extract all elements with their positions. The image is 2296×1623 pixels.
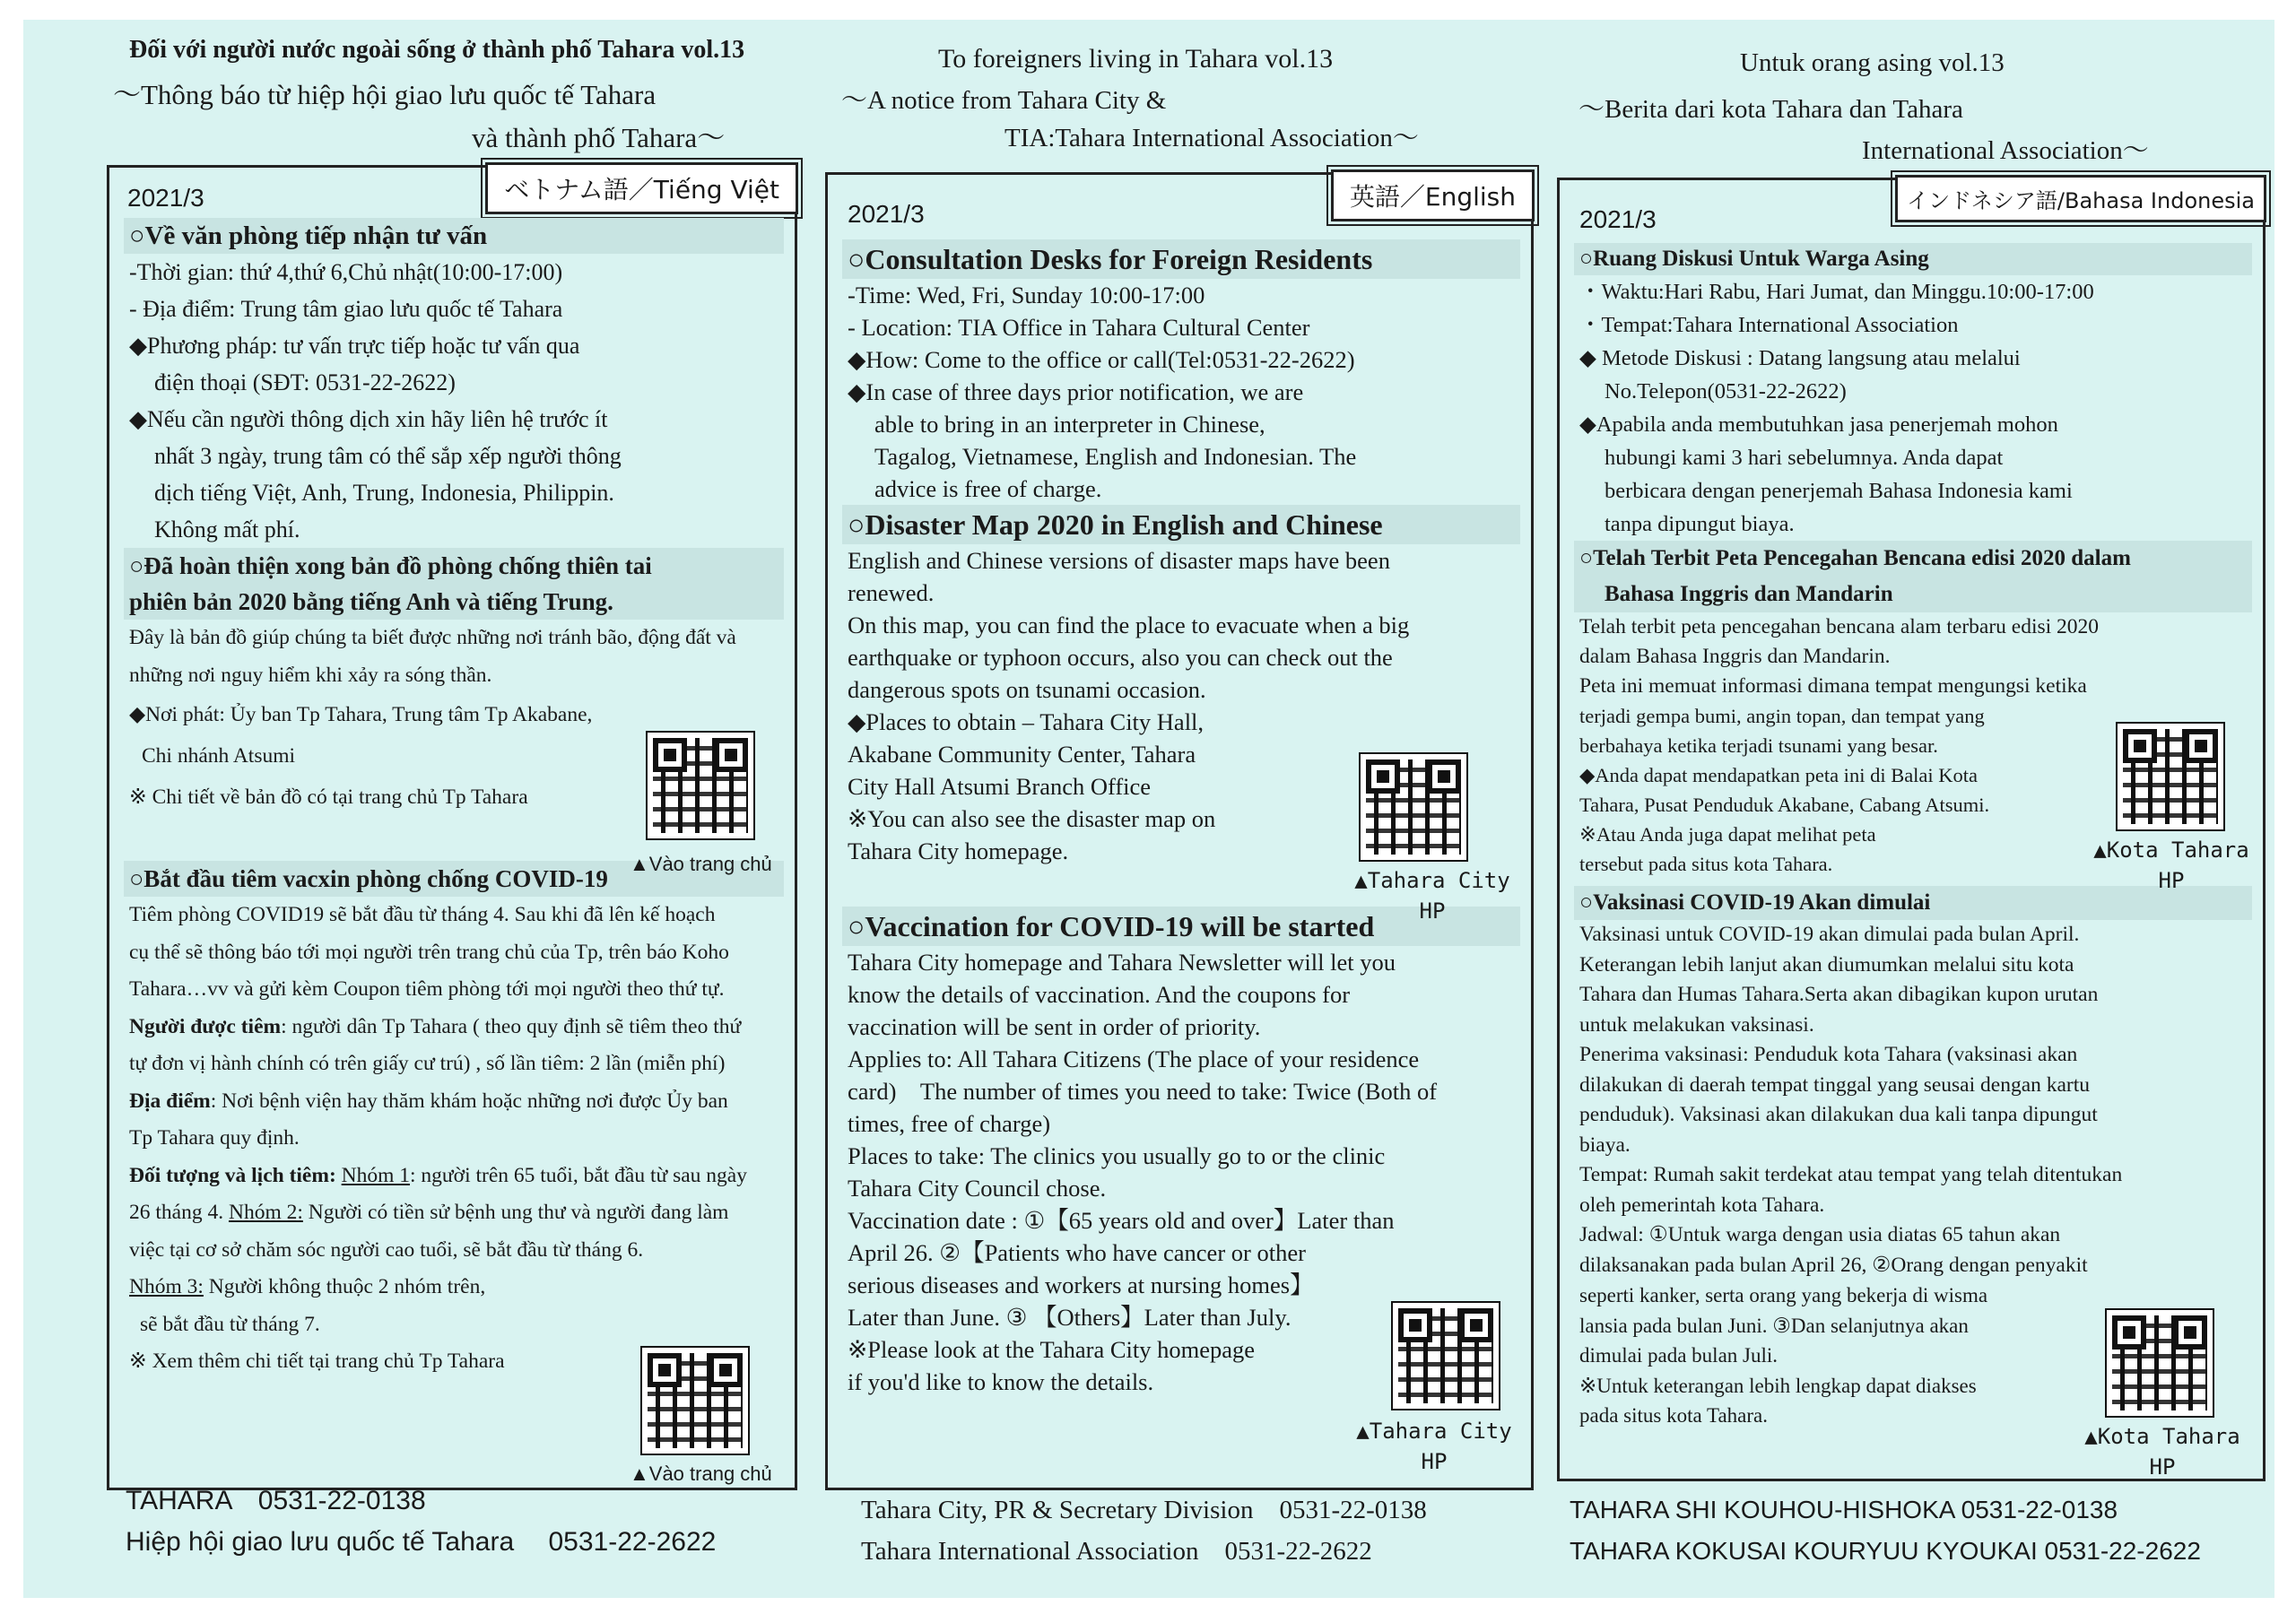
id-s1-line: hubungi kami 3 hari sebelumnya. Anda dapat bbox=[1605, 446, 2004, 470]
en-s2-line: ◆Places to obtain – Tahara City Hall, bbox=[848, 708, 1205, 735]
en-header-line3: TIA:Tahara International Association〜 bbox=[1004, 124, 1419, 152]
vi-language-tag: ベトナム語／Tiếng Việt bbox=[485, 162, 798, 214]
en-s2-line: English and Chinese versions of disaster maps have been bbox=[848, 547, 1390, 574]
vi-target-label: Người được tiêm bbox=[129, 1014, 282, 1038]
id-s2-line: tersebut pada situs kota Tahara. bbox=[1579, 853, 1833, 875]
vi-qr1-caption: ▲Vào trang chủ bbox=[630, 853, 772, 875]
id-s3-line: pada situs kota Tahara. bbox=[1579, 1404, 1769, 1427]
vi-place-text: : Nơi bệnh viện hay thăm khám hoặc những nơi được Ủy ban bbox=[210, 1089, 728, 1113]
vi-group1-text: : người trên 65 tuổi, bắt đầu từ sau ngày bbox=[410, 1163, 747, 1187]
en-section2-title: ○Disaster Map 2020 in English and Chinese bbox=[842, 505, 1520, 544]
id-s3-line: Jadwal: ①Untuk warga dengan usia diatas 65 tahun akan bbox=[1579, 1223, 2061, 1246]
en-footer-line2: Tahara International Association 0531-22-2622 bbox=[861, 1537, 1372, 1566]
en-header-line1: To foreigners living in Tahara vol.13 bbox=[938, 44, 1334, 74]
vi-section2-title: ○Đã hoàn thiện xong bản đồ phòng chống thiên tai bbox=[124, 548, 784, 584]
id-header-line1: Untuk orang asing vol.13 bbox=[1740, 48, 2005, 77]
vi-header-line3: và thành phố Tahara〜 bbox=[472, 122, 726, 153]
id-s3-line: Keterangan lebih lanjut akan diumumkan melalui situ kota bbox=[1579, 952, 2074, 976]
id-qr1-caption-line1: ▲Kota Tahara bbox=[2093, 838, 2249, 863]
id-qr1-caption bbox=[2082, 835, 2261, 896]
id-s3-line: Tempat: Rumah sakit terdekat atau tempat yang telah ditentukan bbox=[1579, 1163, 2123, 1186]
vi-header-line2: 〜Thông báo từ hiệp hội giao lưu quốc tế Tahara bbox=[113, 79, 657, 110]
id-section1-title: ○Ruang Diskusi Untuk Warga Asing bbox=[1574, 243, 2252, 275]
en-s3-line: April 26. ②【Patients who have cancer or other bbox=[848, 1239, 1306, 1266]
id-s2-line: ※Atau Anda juga dapat melihat peta bbox=[1579, 823, 1876, 846]
vi-qr2-caption: ▲Vào trang chủ bbox=[630, 1462, 772, 1485]
id-s3-line: dilakukan di daerah tempat tinggal yang seusai dengan kartu bbox=[1579, 1072, 2091, 1097]
id-date: 2021/3 bbox=[1579, 205, 1657, 233]
en-s3-line: card) The number of times you need to take: Twice (Both of bbox=[848, 1078, 1438, 1105]
id-vaccine-qr-code[interactable] bbox=[2107, 1310, 2213, 1416]
vi-s3-place bbox=[129, 1083, 778, 1121]
en-s2-line: Akabane Community Center, Tahara bbox=[848, 741, 1196, 768]
id-language-tag: インドネシア語/Bahasa Indonesia bbox=[1895, 175, 2266, 222]
id-s2-line: berbahaya ketika terjadi tsunami yang besar. bbox=[1579, 734, 1938, 757]
id-s3-line: dilaksanakan pada bulan April 26, ②Orang dengan penyakit bbox=[1579, 1253, 2088, 1277]
id-s3-line: Tahara dan Humas Tahara.Serta akan dibagikan kupon urutan bbox=[1579, 983, 2099, 1006]
id-s2-line: Peta ini memuat informasi dimana tempat mengungsi ketika bbox=[1579, 674, 2087, 698]
vi-s2-line: những nơi nguy hiểm khi xảy ra sóng thần. bbox=[129, 663, 492, 687]
vi-group2-label: Nhóm 2: bbox=[228, 1201, 303, 1224]
vi-section2-title-cont: phiên bản 2020 bằng tiếng Anh và tiếng Trung. bbox=[124, 584, 784, 620]
flyer-sheet bbox=[23, 20, 2274, 1598]
id-s2-line: dalam Bahasa Inggris dan Mandarin. bbox=[1579, 645, 1891, 668]
en-s1-line: Tagalog, Vietnamese, English and Indonesian. The bbox=[874, 443, 1357, 470]
en-qr2-caption-line1: ▲Tahara City bbox=[1356, 1419, 1512, 1444]
en-s2-line: earthquake or typhoon occurs, also you can check out the bbox=[848, 644, 1393, 671]
en-s3-line: Tahara City homepage and Tahara Newsletter will let you bbox=[848, 949, 1396, 976]
vi-place-label: Địa điểm bbox=[129, 1089, 211, 1113]
en-map-qr-code[interactable] bbox=[1361, 754, 1466, 860]
vi-s3-group3 bbox=[129, 1269, 778, 1306]
id-content-box bbox=[1557, 178, 2266, 1481]
id-qr2-caption-line1: ▲Kota Tahara bbox=[2084, 1424, 2240, 1449]
id-header-line2: 〜Berita dari kota Tahara dan Tahara bbox=[1578, 95, 1963, 124]
id-s3-line: seperti kanker, serta orang yang bekerja di wisma bbox=[1579, 1284, 1988, 1306]
en-date: 2021/3 bbox=[848, 200, 925, 228]
vi-s1-line: - Địa điểm: Trung tâm giao lưu quốc tế Tahara bbox=[129, 296, 563, 322]
vi-s3-target-cont: tự đơn vị hành chính có trên giấy cư trú) , số lần tiêm: 2 lần (miễn phí) bbox=[129, 1052, 726, 1075]
id-s3-line: lansia pada bulan Juni. ③Dan selanjutnya akan bbox=[1579, 1314, 1969, 1337]
en-s3-line: Places to take: The clinics you usually go to or the clinic bbox=[848, 1142, 1386, 1169]
vi-s1-line: -Thời gian: thứ 4,thứ 6,Chủ nhật(10:00-17:00) bbox=[129, 259, 563, 285]
en-qr1-caption-line2: HP bbox=[1419, 898, 1446, 924]
id-s3-line: untuk melakukan vaksinasi. bbox=[1579, 1012, 1814, 1037]
vi-s3-place-cont: Tp Tahara quy định. bbox=[129, 1126, 300, 1150]
en-s2-line: On this map, you can find the place to evacuate when a big bbox=[848, 612, 1410, 638]
id-s3-line: dimulai pada bulan Juli. bbox=[1579, 1344, 1779, 1367]
en-s2-line: Tahara City homepage. bbox=[848, 838, 1069, 864]
vi-s3-target bbox=[129, 1009, 778, 1046]
vi-group3-label: Nhóm 3: bbox=[129, 1275, 204, 1298]
vi-header-line1: Đối với người nước ngoài sống ở thành phố Tahara vol.13 bbox=[129, 36, 745, 64]
vi-s3-group2-cont: việc tại cơ sở chăm sóc người cao tuổi, sẽ bắt đầu từ tháng 6. bbox=[129, 1237, 644, 1262]
vi-section1-title: ○Về văn phòng tiếp nhận tư vấn bbox=[124, 218, 784, 254]
vi-group1-label: Nhóm 1 bbox=[341, 1163, 411, 1187]
vi-schedule-colon: : bbox=[328, 1163, 342, 1187]
id-s2-line: Tahara, Pusat Penduduk Akabane, Cabang Atsumi. bbox=[1579, 794, 1990, 816]
vi-map-qr-code[interactable] bbox=[648, 733, 753, 838]
id-s1-line: ・Waktu:Hari Rabu, Hari Jumat, dan Minggu.10:00-17:00 bbox=[1579, 280, 2094, 304]
vi-s3-note: ※ Xem thêm chi tiết tại trang chủ Tp Tahara bbox=[129, 1350, 505, 1373]
id-section3-title: ○Vaksinasi COVID-19 Akan dimulai bbox=[1574, 886, 2252, 920]
id-s1-line: ・Tempat:Tahara International Association bbox=[1579, 313, 1959, 337]
en-s3-line: Vaccination date : ①【65 years old and over】Later than bbox=[848, 1207, 1395, 1234]
en-s3-line: serious diseases and workers at nursing homes】 bbox=[848, 1271, 1314, 1298]
vi-target-text: : người dân Tp Tahara ( theo quy định sẽ tiêm theo thứ bbox=[281, 1014, 742, 1038]
vi-s1-line: điện thoại (SĐT: 0531-22-2622) bbox=[154, 369, 456, 395]
vi-s1-line: Không mất phí. bbox=[154, 516, 300, 542]
id-s2-line: terjadi gempa bumi, angin topan, dan tempat yang bbox=[1579, 705, 1985, 727]
en-s1-line: ◆In case of three days prior notification, we are bbox=[848, 378, 1304, 405]
vi-s3-line: Tiêm phòng COVID19 sẽ bắt đầu từ tháng 4. Sau khi đã lên kế hoạch bbox=[129, 903, 716, 926]
vi-footer-line1: TAHARA 0531-22-0138 bbox=[126, 1486, 426, 1515]
en-s2-line: dangerous spots on tsunami occasion. bbox=[848, 676, 1206, 703]
en-s2-line: renewed. bbox=[848, 579, 935, 606]
vi-s1-line: nhất 3 ngày, trung tâm có thể sắp xếp người thông bbox=[154, 443, 622, 469]
en-s1-line: advice is free of charge. bbox=[874, 475, 1102, 502]
id-s2-line: ◆Anda dapat mendapatkan peta ini di Balai Kota bbox=[1579, 764, 1979, 786]
id-s1-line: berbicara dengan penerjemah Bahasa Indonesia kami bbox=[1605, 479, 2073, 503]
id-s3-line: Penerima vaksinasi: Penduduk kota Tahara (vaksinasi akan bbox=[1579, 1043, 2078, 1066]
vi-group1-cont: 26 tháng 4. bbox=[129, 1201, 229, 1224]
id-s1-line: ◆ Metode Diskusi : Datang langsung atau melalui bbox=[1579, 346, 2021, 370]
vi-vaccine-qr-code[interactable] bbox=[642, 1348, 748, 1454]
vi-footer-line2: Hiệp hội giao lưu quốc tế Tahara 0531-22-2622 bbox=[126, 1527, 717, 1557]
vi-s3-line: cụ thể sẽ thông báo tới mọi người trên trang chủ của Tp, trên báo Koho bbox=[129, 940, 729, 964]
id-footer-line2: TAHARA KOKUSAI KOURYUU KYOUKAI 0531-22-2622 bbox=[1570, 1537, 2201, 1565]
en-s3-line: times, free of charge) bbox=[848, 1110, 1051, 1137]
en-s2-line: City Hall Atsumi Branch Office bbox=[848, 773, 1152, 800]
id-s3-line: penduduk). Vaksinasi akan dilakukan dua kali tanpa dipungut bbox=[1579, 1103, 2098, 1126]
en-s3-line: ※Please look at the Tahara City homepage bbox=[848, 1336, 1256, 1363]
vi-s1-line: ◆Nếu cần người thông dịch xin hãy liên hệ trước ít bbox=[129, 406, 608, 432]
id-qr2-caption-line2: HP bbox=[2149, 1454, 2176, 1480]
en-content-box bbox=[825, 172, 1534, 1490]
en-s3-line: Later than June. ③ 【Others】Later than July. bbox=[848, 1304, 1292, 1331]
id-header-line3: International Association〜 bbox=[1862, 136, 2149, 165]
vi-s3-schedule bbox=[129, 1158, 778, 1195]
en-s2-line: ※You can also see the disaster map on bbox=[848, 805, 1216, 832]
en-language-tag: 英語／English bbox=[1331, 169, 1535, 221]
id-s2-line: Telah terbit peta pencegahan bencana alam terbaru edisi 2020 bbox=[1579, 615, 2100, 638]
vi-s2-line: ※ Chi tiết về bản đồ có tại trang chủ Tp Tahara bbox=[129, 785, 528, 809]
en-s3-line: know the details of vaccination. And the coupons for bbox=[848, 981, 1351, 1008]
en-qr1-caption bbox=[1343, 865, 1522, 926]
id-map-qr-code[interactable] bbox=[2118, 724, 2223, 829]
id-s3-line: Vaksinasi untuk COVID-19 akan dimulai pada bulan April. bbox=[1579, 923, 2080, 946]
vi-s3-group3-cont: sẽ bắt đầu từ tháng 7. bbox=[140, 1312, 320, 1336]
vi-section3-title: ○Bắt đầu tiêm vacxin phòng chống COVID-19 bbox=[124, 861, 784, 897]
id-s1-line: tanpa dipungut biaya. bbox=[1605, 512, 1795, 536]
en-s3-line: if you'd like to know the details. bbox=[848, 1368, 1154, 1395]
vi-content-box bbox=[107, 165, 797, 1490]
en-s3-line: Applies to: All Tahara Citizens (The place of your residence bbox=[848, 1046, 1420, 1072]
id-section2-title: ○Telah Terbit Peta Pencegahan Bencana edisi 2020 dalam bbox=[1574, 541, 2252, 577]
en-footer-line1: Tahara City, PR & Secretary Division 0531-22-0138 bbox=[861, 1496, 1427, 1524]
vi-s1-line: dịch tiếng Việt, Anh, Trung, Indonesia, Philippin. bbox=[154, 480, 614, 506]
vi-group3-text: Người không thuộc 2 nhóm trên, bbox=[203, 1275, 486, 1298]
vi-s1-line: ◆Phương pháp: tư vấn trực tiếp hoặc tư vấn qua bbox=[129, 333, 580, 359]
en-s1-line: able to bring in an interpreter in Chinese, bbox=[874, 411, 1265, 438]
id-s1-line: No.Telepon(0531-22-2622) bbox=[1605, 379, 1847, 404]
en-qr2-caption bbox=[1344, 1416, 1524, 1477]
id-s3-line: biaya. bbox=[1579, 1133, 1631, 1157]
en-qr2-caption-line2: HP bbox=[1421, 1449, 1448, 1474]
vi-date: 2021/3 bbox=[127, 184, 204, 212]
id-s3-line: oleh pemerintah kota Tahara. bbox=[1579, 1193, 1825, 1217]
en-section3-title: ○Vaccination for COVID-19 will be started bbox=[842, 907, 1520, 946]
id-s3-line: ※Untuk keterangan lebih lengkap dapat diakses bbox=[1579, 1374, 1977, 1397]
id-section2-title-cont: Bahasa Inggris dan Mandarin bbox=[1574, 577, 2252, 612]
id-s1-line: ◆Apabila anda membutuhkan jasa penerjemah mohon bbox=[1579, 412, 2058, 437]
en-vaccine-qr-code[interactable] bbox=[1393, 1303, 1499, 1409]
vi-s2-line: ◆Nơi phát: Ủy ban Tp Tahara, Trung tâm Tp Akabane, bbox=[129, 703, 593, 726]
en-header-line2: 〜A notice from Tahara City & bbox=[841, 86, 1167, 115]
en-s1-line: ◆How: Come to the office or call(Tel:0531-22-2622) bbox=[848, 346, 1355, 373]
id-qr2-caption bbox=[2073, 1421, 2252, 1482]
en-section1-title: ○Consultation Desks for Foreign Residents bbox=[842, 239, 1520, 279]
en-s3-line: Tahara City Council chose. bbox=[848, 1175, 1107, 1202]
vi-s3-group2 bbox=[129, 1194, 778, 1232]
vi-s2-line: Chi nhánh Atsumi bbox=[142, 744, 296, 768]
id-qr1-caption-line2: HP bbox=[2158, 868, 2185, 893]
vi-s3-line: Tahara…vv và gửi kèm Coupon tiêm phòng tới mọi người theo thứ tự. bbox=[129, 977, 725, 1001]
en-qr1-caption-line1: ▲Tahara City bbox=[1354, 868, 1510, 893]
vi-schedule-label: Đối tượng và lịch tiêm bbox=[129, 1163, 329, 1187]
vi-s2-line: Đây là bản đồ giúp chúng ta biết được những nơi tránh bão, động đất và bbox=[129, 626, 736, 649]
id-footer-line1: TAHARA SHI KOUHOU-HISHOKA 0531-22-0138 bbox=[1570, 1496, 2118, 1523]
en-s3-line: vaccination will be sent in order of priority. bbox=[848, 1013, 1261, 1040]
en-s1-line: - Location: TIA Office in Tahara Cultural Center bbox=[848, 314, 1310, 341]
en-s1-line: -Time: Wed, Fri, Sunday 10:00-17:00 bbox=[848, 282, 1205, 308]
vi-group2-text: Người có tiền sử bệnh ung thư và người đang làm bbox=[302, 1201, 729, 1224]
